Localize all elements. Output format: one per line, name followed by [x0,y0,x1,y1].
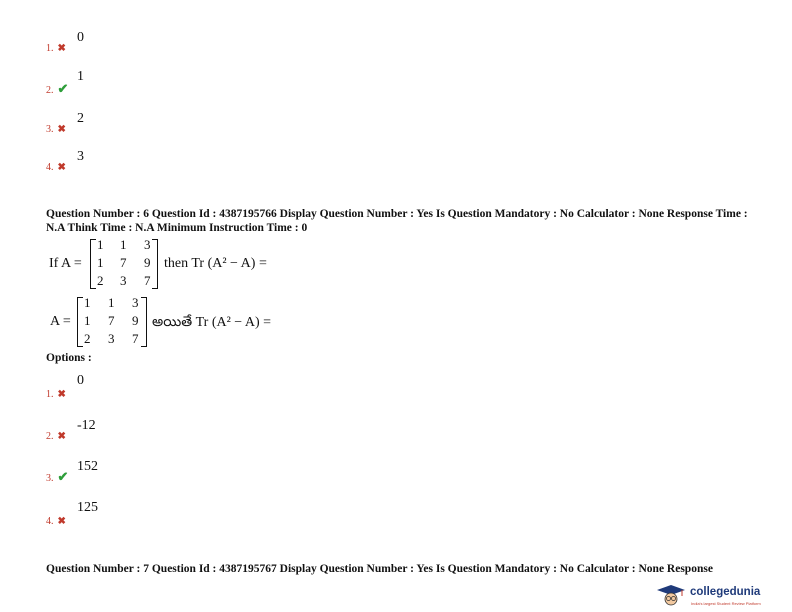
matrix-cell: 2 [97,273,104,288]
matrix-cell: 7 [144,273,151,288]
graduate-mascot-icon [656,584,686,606]
matrix-cell: 2 [84,331,91,346]
matrix-cell: 1 [108,295,115,310]
option-number: 1. [46,43,54,54]
option-3 [46,468,68,486]
wrong-mark-icon: ✖ [57,162,66,173]
wrong-mark-icon: ✖ [57,516,66,527]
left-bracket [90,239,96,289]
option-number: 3. [46,473,54,484]
matrix-cell: 1 [120,237,127,252]
matrix-cell: 7 [108,313,115,328]
matrix-te [77,295,147,349]
matrix-en [90,237,158,291]
option-value: 2 [77,111,84,126]
option-number: 4. [46,516,54,527]
left-bracket [77,297,83,347]
wrong-mark-icon: ✖ [57,389,66,400]
right-bracket [141,297,147,347]
check-mark-icon: ✔ [57,469,69,484]
wrong-mark-icon: ✖ [57,43,66,54]
option-2 [46,426,66,444]
matrix-cell: 3 [108,331,115,346]
option-number: 2. [46,85,54,96]
wrong-mark-icon: ✖ [57,124,66,135]
option-1 [46,384,66,402]
matrix-cell: 1 [84,295,91,310]
matrix-cell: 3 [120,273,127,288]
matrix-cell: 1 [97,255,104,270]
options-label: Options : [46,352,92,364]
logo-name: collegedunia [690,586,761,598]
question-en-prefix: If A = [49,256,82,271]
matrix-cell: 1 [97,237,104,252]
option-value: 3 [77,149,84,164]
wrong-mark-icon: ✖ [57,431,66,442]
option-number: 1. [46,389,54,400]
right-bracket [152,239,158,289]
option-number: 3. [46,124,54,135]
question-en-suffix: then Tr (A² − A) = [164,256,267,271]
question-te-prefix: A = [50,314,71,329]
option-value: 0 [77,373,84,388]
option-4 [46,511,66,529]
matrix-cell: 7 [132,331,139,346]
question-7-header: Question Number : 7 Question Id : 4387195767 Display Question Number : Yes Is Question Mandatory : No Calculator : None Response [46,563,713,575]
option-value: 125 [77,500,98,515]
collegedunia-logo [656,584,786,608]
prev-option-2 [46,80,68,98]
option-value: -12 [77,418,96,433]
matrix-cell: 9 [144,255,151,270]
prev-option-1 [46,38,66,56]
matrix-cell: 3 [144,237,151,252]
option-value: 0 [77,30,84,45]
option-number: 4. [46,162,54,173]
option-number: 2. [46,431,54,442]
option-value: 152 [77,459,98,474]
matrix-cell: 7 [120,255,127,270]
question-te-suffix: అయితే Tr (A² − A) = [152,315,272,330]
question-6-header: Question Number : 6 Question Id : 4387195766 Display Question Number : Yes Is Question Mandatory : No Calculator : None Response Time : N.A Think Time : N.A Minimum Instruction Time : 0 [46,208,748,234]
prev-option-3 [46,119,66,137]
check-mark-icon: ✔ [57,81,69,96]
logo-tagline: India's largest Student Review Platform [691,601,761,606]
matrix-cell: 1 [84,313,91,328]
prev-option-4 [46,157,66,175]
matrix-cell: 9 [132,313,139,328]
option-value: 1 [77,69,84,84]
matrix-cell: 3 [132,295,139,310]
